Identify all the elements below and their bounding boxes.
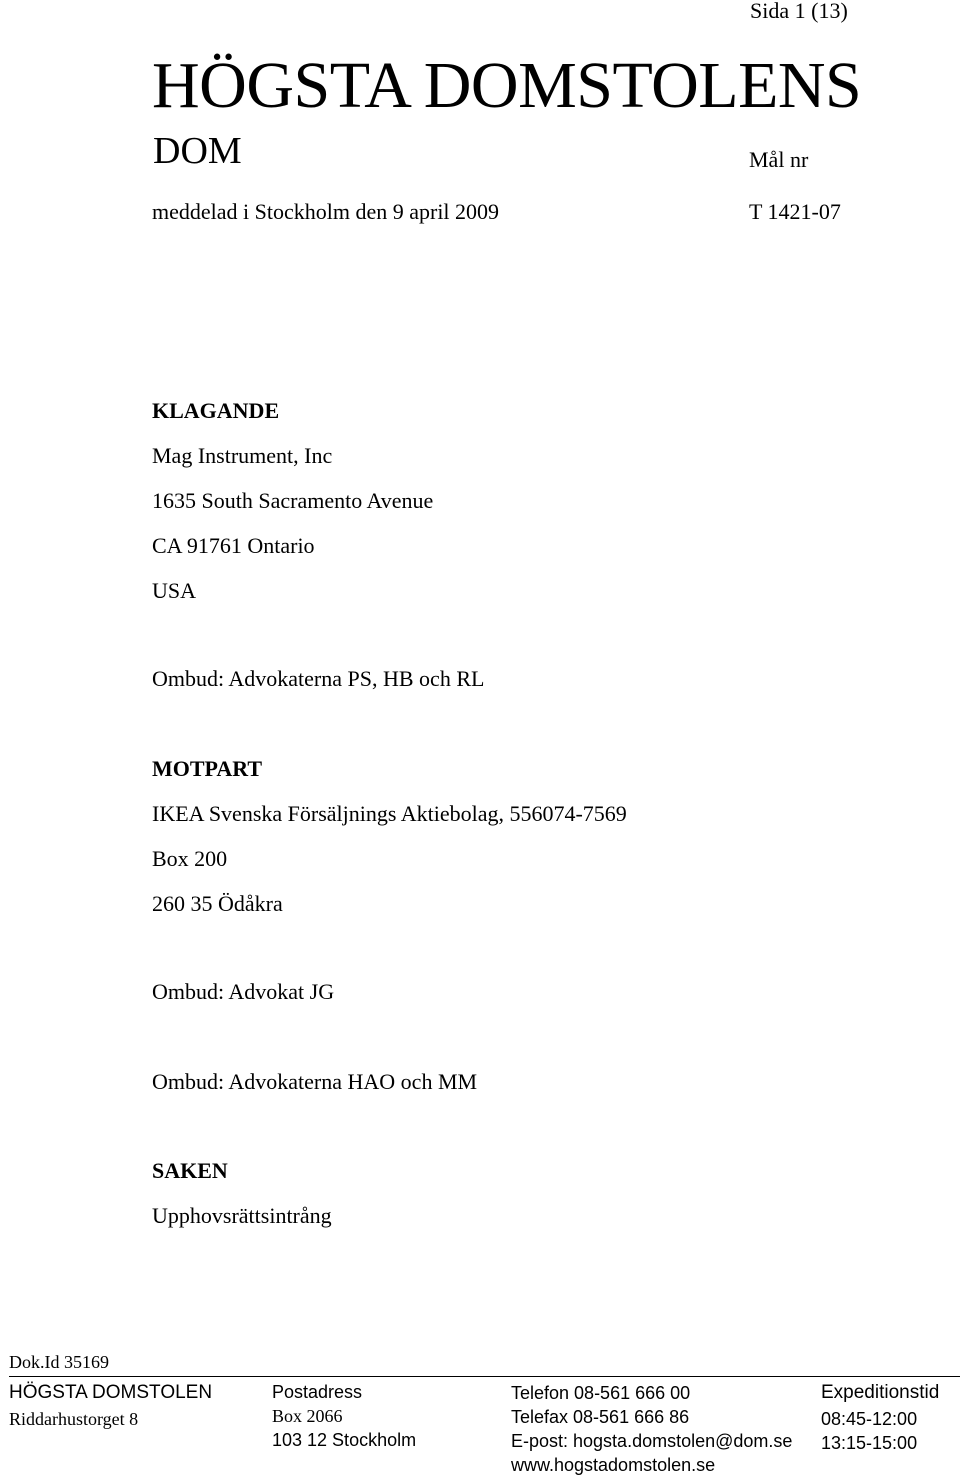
matter-text: Upphovsrättsintrång <box>152 1203 332 1228</box>
appellant-country: USA <box>152 578 197 603</box>
appellant-name: Mag Instrument, Inc <box>152 443 333 468</box>
footer-postal-address <box>272 1379 416 1451</box>
footer-postal-city: 103 12 Stockholm <box>272 1430 417 1450</box>
respondent-counsel-2 <box>152 1068 477 1113</box>
footer-postal-label: Postadress <box>272 1382 363 1402</box>
document-id: Dok.Id 35169 <box>9 1352 109 1372</box>
footer-website: www.hogstadomstolen.se <box>511 1455 716 1475</box>
appellant-section <box>152 397 433 622</box>
footer-contact <box>511 1379 792 1475</box>
appellant-city: CA 91761 Ontario <box>152 533 315 558</box>
footer-email: E-post: hogsta.domstolen@dom.se <box>511 1431 793 1451</box>
footer-court-address <box>9 1379 212 1431</box>
footer-phone: Telefon 08-561 666 00 <box>511 1383 691 1403</box>
case-number: T 1421-07 <box>749 199 841 224</box>
respondent-box: Box 200 <box>152 846 228 871</box>
issued-date-line: meddelad i Stockholm den 9 april 2009 <box>152 199 500 224</box>
appellant-counsel-text: Ombud: Advokaterna PS, HB och RL <box>152 666 485 691</box>
respondent-counsel-1-text: Ombud: Advokat JG <box>152 979 335 1004</box>
footer-hours-afternoon: 13:15-15:00 <box>821 1433 918 1453</box>
appellant-street: 1635 South Sacramento Avenue <box>152 488 434 513</box>
footer-office-hours <box>821 1379 939 1455</box>
document-type: DOM <box>153 130 242 172</box>
case-number-label: Mål nr <box>749 147 809 172</box>
matter-section <box>152 1157 332 1247</box>
respondent-city: 260 35 Ödåkra <box>152 891 283 916</box>
appellant-heading: KLAGANDE <box>152 398 280 423</box>
respondent-section <box>152 755 627 935</box>
matter-heading: SAKEN <box>152 1158 228 1183</box>
page-indicator: Sida 1 (13) <box>750 0 848 23</box>
footer-court-name: HÖGSTA DOMSTOLEN <box>9 1382 213 1403</box>
court-title: HÖGSTA DOMSTOLENS <box>152 49 862 122</box>
footer-postal-box: Box 2066 <box>272 1406 343 1426</box>
appellant-counsel <box>152 665 484 710</box>
respondent-heading: MOTPART <box>152 756 263 781</box>
footer-hours-label: Expeditionstid <box>821 1382 940 1403</box>
respondent-counsel-2-text: Ombud: Advokaterna HAO och MM <box>152 1069 478 1094</box>
footer-hours-morning: 08:45-12:00 <box>821 1409 918 1429</box>
respondent-counsel-1 <box>152 978 334 1023</box>
footer-fax: Telefax 08-561 666 86 <box>511 1407 690 1427</box>
footer-divider <box>9 1376 960 1377</box>
respondent-name: IKEA Svenska Försäljnings Aktiebolag, 556074-7569 <box>152 801 627 826</box>
footer-visit-address: Riddarhustorget 8 <box>9 1409 139 1429</box>
